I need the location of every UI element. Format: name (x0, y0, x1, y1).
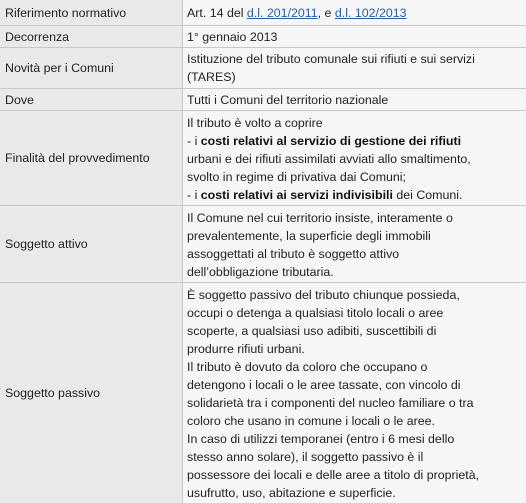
value-line: coloro che usano in comune i locali o le aree. (187, 414, 435, 428)
value-line: possessore dei locali e delle aree a titolo di proprietà, (187, 468, 480, 482)
value-line: svolto in regime di privativa dai Comuni; (187, 170, 406, 184)
row-value (183, 0, 526, 25)
row-value (183, 206, 526, 282)
value-line: - i costi relativi ai servizi indivisibili dei Comuni. (187, 188, 463, 202)
row-value (183, 283, 526, 503)
value-line: scoperte, a qualsiasi uso adibiti, suscettibili di (187, 324, 437, 338)
row-value (183, 111, 526, 205)
value-line: produrre rifiuti urbani. (187, 342, 305, 356)
table-row-riferimento (0, 0, 526, 25)
value-line: - i costi relativi al servizio di gestione dei rifiuti (187, 134, 462, 148)
table-row-soggetto-passivo (0, 283, 526, 503)
value-line: Il Comune nel cui territorio insiste, interamente o (187, 211, 453, 225)
value-prefix: Art. 14 del (187, 5, 247, 20)
value-line: Il tributo è dovuto da coloro che occupano o (187, 360, 428, 374)
row-value (183, 48, 526, 88)
row-label: Decorrenza (0, 26, 183, 47)
row-value: 1° gennaio 2013 (183, 26, 526, 47)
value-mid: , e (317, 5, 335, 20)
row-label: Finalità del provvedimento (0, 111, 183, 205)
row-label: Dove (0, 89, 183, 110)
link-dl-102-2013[interactable]: d.l. 102/2013 (334, 5, 407, 20)
value-line: (TARES) (187, 70, 236, 84)
link-dl-201-2011[interactable]: d.l. 201/2011 (246, 5, 318, 20)
value-line: usufrutto, uso, abitazione e superficie. (187, 486, 396, 500)
value-line: occupi o detenga a qualsiasi titolo locali o aree (187, 306, 444, 320)
value-line: Istituzione del tributo comunale sui rifiuti e sui servizi (187, 52, 475, 66)
value-line: stesso anno solare), il soggetto passivo è il (187, 450, 424, 464)
table-row-novita (0, 48, 526, 88)
row-label: Riferimento normativo (0, 0, 183, 25)
value-line: detengono i locali o le aree tassate, con vincolo di (187, 378, 461, 392)
table-row-soggetto-attivo (0, 206, 526, 282)
value-line: assoggettati al tributo è soggetto attivo (187, 247, 400, 261)
value-line: prevalentemente, la superficie degli immobili (187, 229, 431, 243)
value-line: urbani e dei rifiuti assimilati avviati allo smaltimento, (187, 152, 471, 166)
row-label: Soggetto attivo (0, 206, 183, 282)
value-line: Il tributo è volto a coprire (187, 116, 323, 130)
bold-text: costi relativi al servizio di gestione dei rifiuti (200, 134, 462, 148)
row-label: Soggetto passivo (0, 283, 183, 503)
table-row-decorrenza (0, 26, 526, 47)
row-value: Tutti i Comuni del territorio nazionale (183, 89, 526, 110)
bold-text: costi relativi ai servizi indivisibili (200, 188, 393, 202)
table-row-finalita (0, 111, 526, 205)
value-line: dell’obbligazione tributaria. (187, 265, 334, 279)
row-label: Novità per i Comuni (0, 48, 183, 88)
value-line: solidarietà tra i componenti del nucleo familiare o tra (187, 396, 474, 410)
value-line: È soggetto passivo del tributo chiunque possieda, (187, 288, 460, 302)
value-line: In caso di utilizzi temporanei (entro i 6 mesi dello (187, 432, 455, 446)
table-row-dove (0, 89, 526, 110)
